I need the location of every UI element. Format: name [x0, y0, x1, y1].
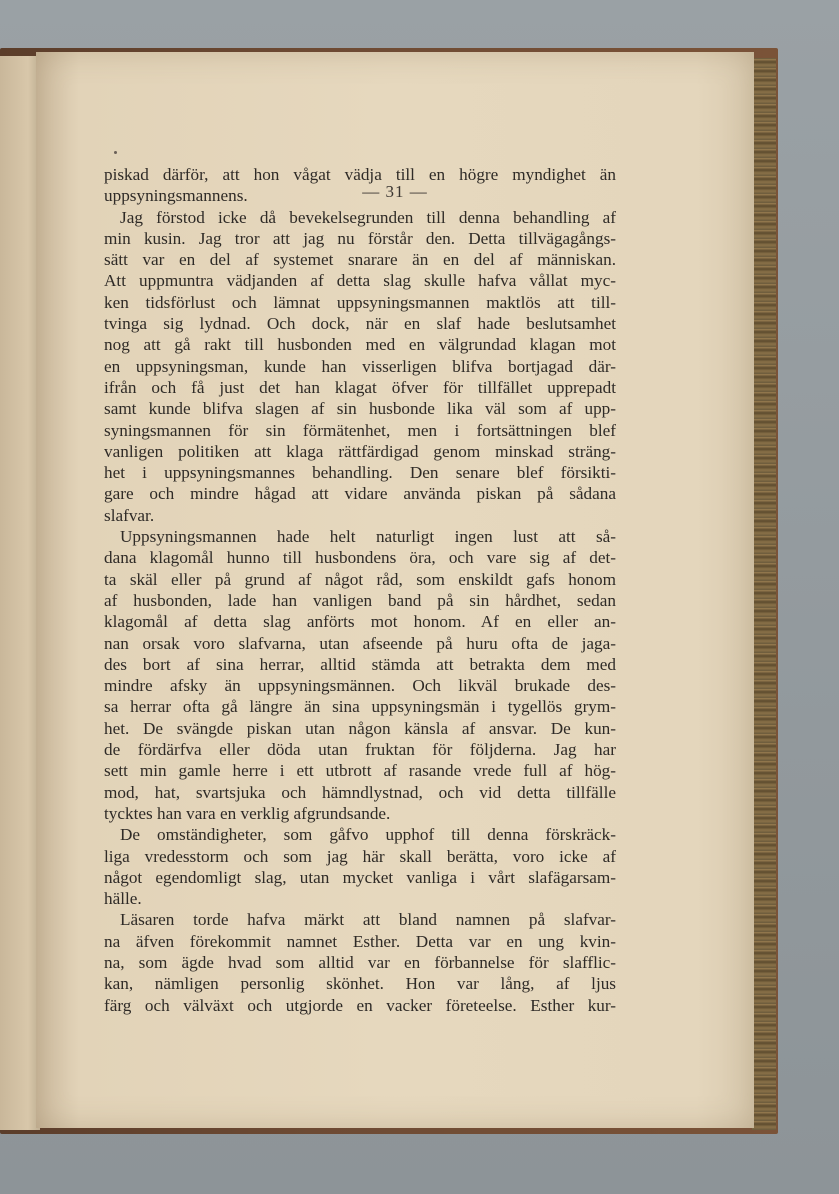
text-line: hälle.: [104, 889, 142, 909]
text-line: min kusin. Jag tror att jag nu förstår den. Detta tillvägagångs-: [104, 228, 616, 248]
text-line: färg och välväxt och utgjorde en vacker företeelse. Esther kur-: [104, 995, 616, 1015]
text-line: Jag förstod icke då bevekelsegrunden till denna behandling af: [120, 207, 616, 227]
text-line: af husbonden, lade han vanligen band på sin hårdhet, sedan: [104, 590, 616, 610]
text-line: nan orsak voro slafvarna, utan afseende på huru ofta de jaga-: [104, 633, 616, 653]
text-line: liga vredesstorm och som jag här skall berätta, voro icke af: [104, 846, 616, 866]
text-line: Uppsyningsmannen hade helt naturligt ingen lust att så-: [120, 527, 616, 547]
text-line: tycktes han vara en verklig afgrundsande.: [104, 803, 391, 823]
text-line: de fördärfva eller döda utan fruktan för följderna. Jag har: [104, 740, 616, 760]
body-text: [104, 164, 616, 1016]
text-line: syningsmannen för sin förmätenhet, men i fortsättningen blef: [104, 420, 616, 440]
text-line: vanligen politiken att klaga rättfärdigad genom minskad sträng-: [104, 441, 616, 461]
text-line: piskad därför, att hon vågat vädja till en högre myndighet än: [104, 165, 616, 184]
text-line: na äfven förekommit namnet Esther. Detta var en ung kvin-: [104, 931, 616, 951]
text-line: kan, nämligen personlig skönhet. Hon var lång, af ljus: [104, 974, 616, 994]
text-line: ta skäl eller på grund af något råd, som enskildt gafs honom: [104, 569, 616, 589]
text-line: nog att gå rakt till husbonden med en välgrundad klagan mot: [104, 335, 616, 355]
text-line: ifrån och få just det han klagat öfver för tillfället upprepadt: [104, 377, 616, 397]
text-line: samt kunde blifva slagen af sin husbonde lika väl som af upp-: [104, 399, 616, 419]
text-line: sa herrar ofta gå längre än sina uppsyningsmän i tygellös grym-: [104, 697, 616, 717]
page-block-edge: [752, 58, 776, 1130]
text-line: dana klagomål hunno till husbondens öra, och vare sig af det-: [104, 548, 616, 568]
text-line: gare och mindre hågad att vidare använda piskan på sådana: [104, 484, 616, 504]
text-line: mod, hat, svartsjuka och hämndlystnad, och vid detta tillfälle: [104, 782, 616, 802]
text-line: na, som ägde hvad som alltid var en förbannelse för slafflic-: [104, 952, 616, 972]
text-line: något egendomligt slag, utan mycket vanliga i vårt slafägarsam-: [104, 867, 616, 887]
text-line: ken tidsförlust och lämnat uppsyningsmannen maktlös att till-: [104, 292, 616, 312]
text-line: het. De svängde piskan utan någon känsla af ansvar. De kun-: [104, 718, 616, 738]
text-line: Att uppmuntra vädjanden af detta slag skulle hafva vållat myc-: [104, 271, 616, 291]
page-number: — 31 —: [362, 182, 428, 201]
ink-speck: [114, 151, 117, 154]
text-line: mindre afsky än uppsyningsmännen. Och likväl brukade des-: [104, 676, 616, 696]
text-line: des bort af sina herrar, alltid stämda att betrakta dem med: [104, 654, 616, 674]
text-line: en uppsyningsman, kunde han visserligen blifva bortjagad där-: [104, 356, 616, 376]
text-line: het i uppsyningsmannes behandling. Den senare blef försikti-: [104, 463, 616, 483]
facing-page-edge: [0, 56, 40, 1130]
text-line: uppsyningsmannens.: [104, 186, 248, 206]
text-line: slafvar.: [104, 505, 155, 525]
text-line: De omständigheter, som gåfvo upphof till denna förskräck-: [120, 825, 616, 845]
text-line: tvinga sig lydnad. Och dock, när en slaf hade beslutsamhet: [104, 314, 616, 334]
text-line: Läsaren torde hafva märkt att bland namnen på slafvar-: [120, 910, 616, 930]
text-line: klagomål af detta slag anförts mot honom. Af en eller an-: [104, 612, 616, 632]
text-line: sätt var en del af systemet snarare än en del af människan.: [104, 250, 616, 270]
text-line: sett min gamle herre i ett utbrott af rasande vrede full af hög-: [104, 761, 616, 781]
